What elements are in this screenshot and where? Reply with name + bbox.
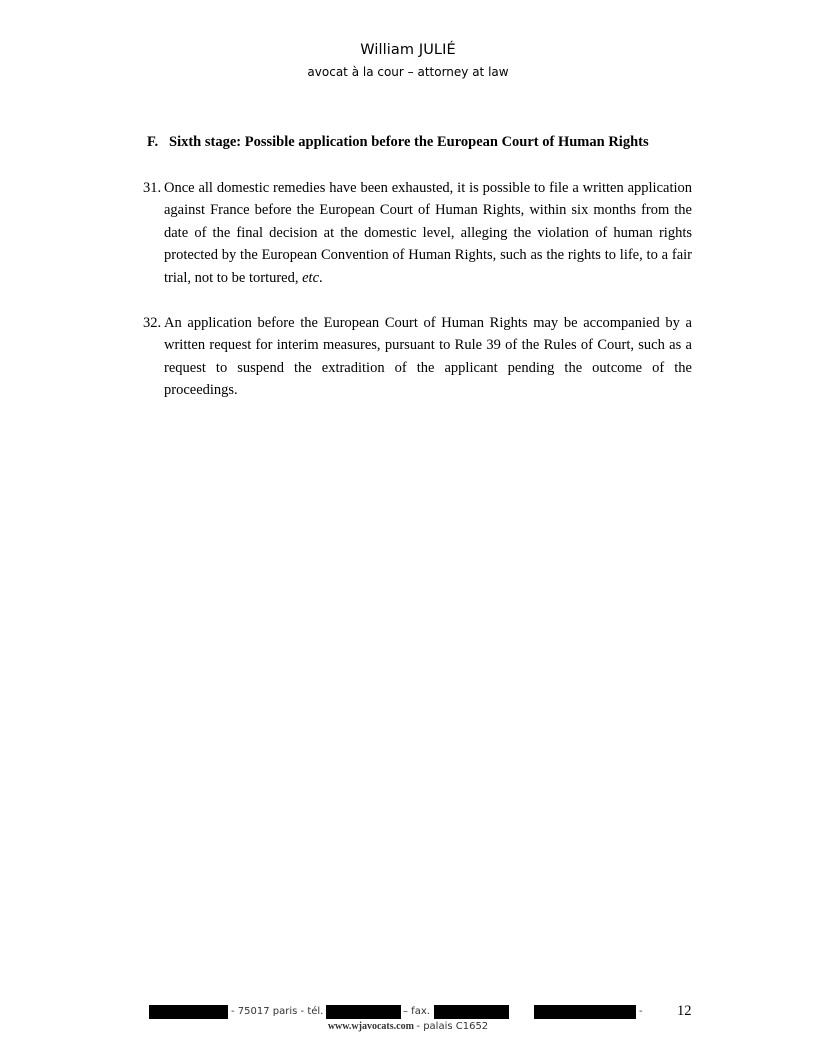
- footer-dash: -: [639, 1006, 643, 1017]
- paragraph-text: [164, 177, 692, 289]
- footer-website-line: [0, 1021, 816, 1032]
- paragraph-text-main: Once all domestic remedies have been exhausted, it is possible to file a written application against France before the European Court of Human Rights, within six months from the date of the final decision at the domestic level, alleging the violation of human rights protected by the European Convention of Human Rights, such as the rights to life, to a fair trial, not to be tortured,: [164, 180, 692, 286]
- paragraph-text-italic: etc: [302, 269, 320, 286]
- footer-contact-line: [0, 1005, 816, 1021]
- header-subtitle: avocat à la cour – attorney at law: [307, 65, 509, 79]
- paragraph-text: An application before the European Court of Human Rights may be accompanied by a written request for interim measures, pursuant to Rule 39 of the Rules of Court, such as a request to suspend the extradition of the applicant pending the outcome of the proceedings.: [164, 315, 692, 399]
- section-letter: F.: [147, 134, 159, 150]
- paragraph-text-tail: .: [319, 269, 323, 286]
- header-name: William JULIÉ: [360, 42, 456, 58]
- footer-fax: – fax.: [403, 1006, 430, 1017]
- section-title: Sixth stage: Possible application before the European Court of Human Rights: [169, 134, 649, 150]
- redacted-block: [326, 1005, 401, 1019]
- paragraph-number: 32.: [143, 315, 162, 331]
- redacted-block: [434, 1005, 509, 1019]
- footer-address: - 75017 paris - tél.: [231, 1006, 324, 1017]
- section-heading: [147, 134, 649, 151]
- paragraph-number: 31.: [143, 180, 162, 196]
- page-number: 12: [677, 1003, 692, 1019]
- footer-website: www.wjavocats.com: [327, 1021, 414, 1032]
- paragraph-32: [143, 312, 692, 402]
- redacted-block: [149, 1005, 228, 1019]
- paragraph-31: [143, 177, 692, 289]
- footer-palais: - palais C1652: [416, 1021, 489, 1032]
- redacted-block: [534, 1005, 636, 1019]
